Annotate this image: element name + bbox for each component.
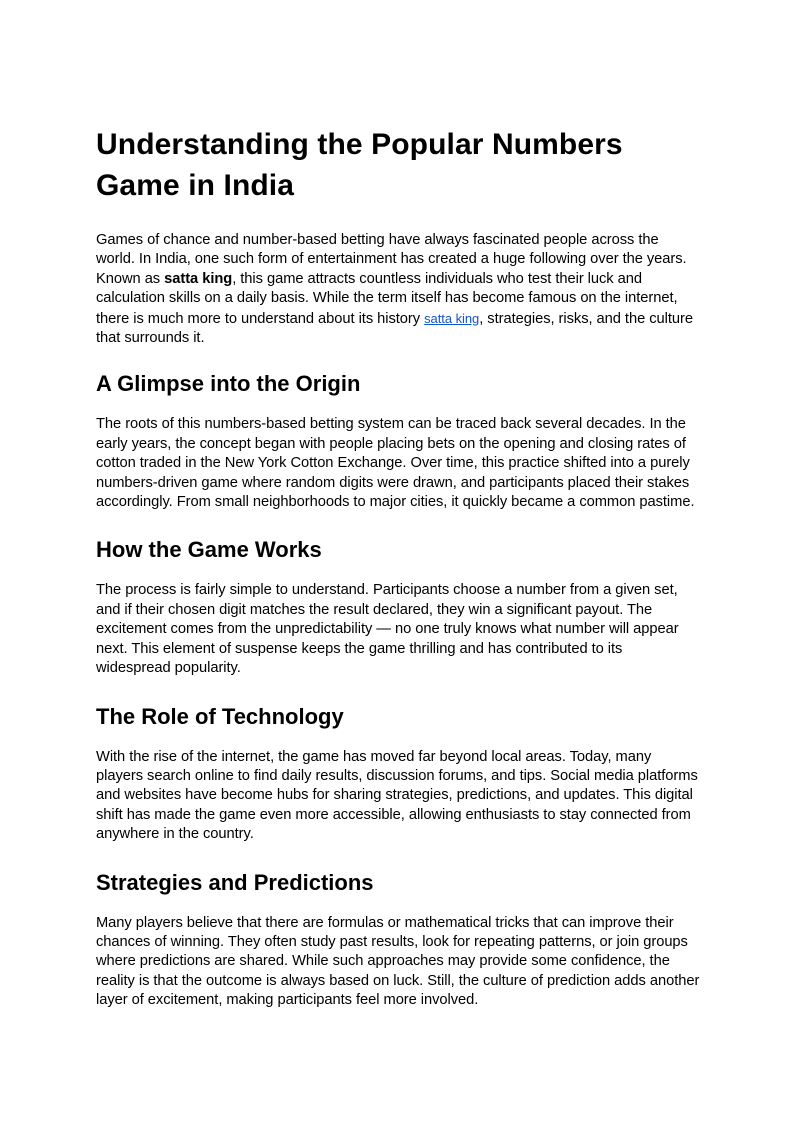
section-body-how-it-works: The process is fairly simple to understand. Participants choose a number from a given set, and if their chosen digit matches the result declared, they win a significant payout. The excitement comes from the unpredictability — no one truly knows what number will appear next. This element of suspense keeps the game thrilling and has contributed to its widespread popularity. [96, 582, 679, 677]
section-body-origin: The roots of this numbers-based betting system can be traced back several decades. In the early years, the concept began with people placing bets on the opening and closing rates of cotton traded in the New York Cotton Exchange. Over time, this practice shifted into a purely numbers-driven game where random digits were drawn, and participants placed their stakes accordingly. From small neighborhoods to major cities, it quickly became a common pastime. [96, 416, 695, 511]
section-body-strategies: Many players believe that there are formulas or mathematical tricks that can improve their chances of winning. They often study past results, look for repeating patterns, or join groups where predictions are shared. While such approaches may provide some confidence, the reality is that the outcome is always based on luck. Still, the culture of prediction adds another layer of excitement, making participants feel more involved. [96, 914, 700, 1009]
intro-text-middle: , this game attracts countless individuals who test their luck and calculation skills on a daily basis. While the term itself has become famous on the internet, there is much more to understand about its history [96, 270, 678, 327]
document-page [96, 124, 700, 1035]
section-heading-technology: The Role of Technology [96, 703, 344, 729]
intro-text-start: Games of chance and number-based betting have always fascinated people across the world. In India, one such form of entertainment has created a huge following over the years. Known as [96, 232, 687, 287]
satta-king-link[interactable]: satta king [424, 310, 480, 326]
intro-paragraph [96, 231, 700, 348]
intro-bold-keyword: satta king [164, 270, 233, 287]
section-body-technology: With the rise of the internet, the game has moved far beyond local areas. Today, many players search online to find daily results, discussion forums, and tips. Social media platforms and websites have become hubs for sharing strategies, predictions, and updates. This digital shift has made the game even more accessible, allowing enthusiasts to stay connected from anywhere in the country. [96, 748, 698, 843]
section-heading-origin: A Glimpse into the Origin [96, 371, 361, 397]
section-heading-how-it-works: How the Game Works [96, 537, 322, 563]
page-title: Understanding the Popular Numbers Game in India [96, 128, 623, 202]
section-heading-strategies: Strategies and Predictions [96, 869, 374, 895]
intro-text-end: , strategies, risks, and the culture that surrounds it. [96, 310, 693, 347]
